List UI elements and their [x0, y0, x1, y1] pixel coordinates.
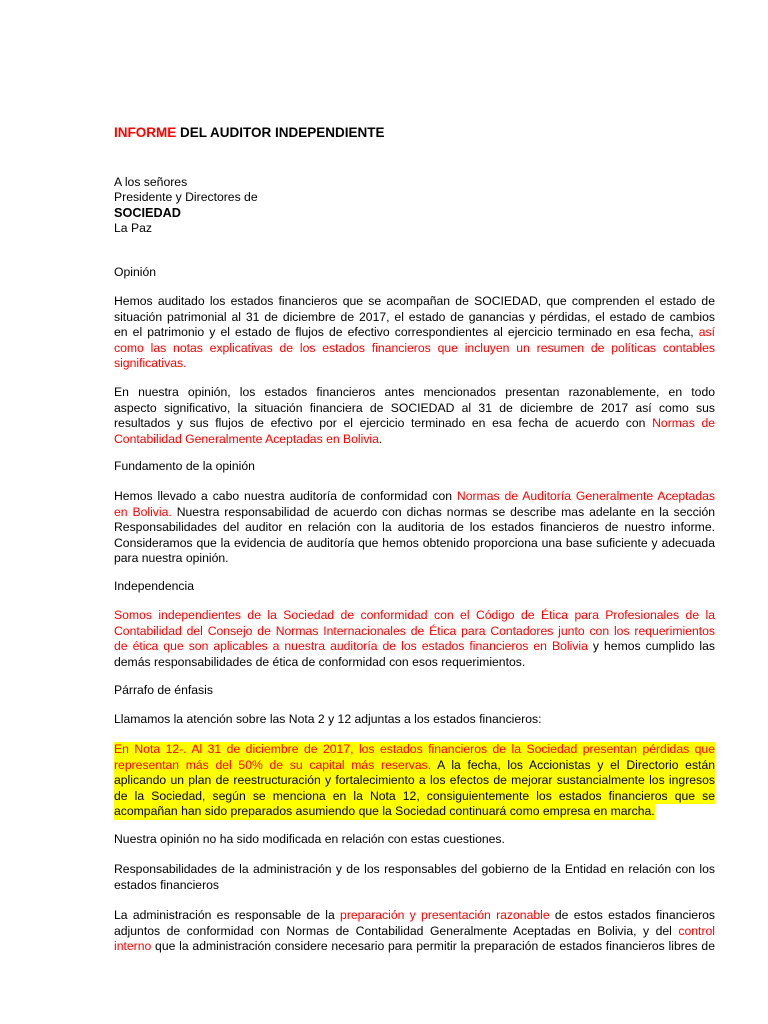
paragraph-line [114, 655, 715, 671]
marked-text-segment: así [698, 325, 715, 339]
marked-text-segment: preparación y presentación razonable [340, 908, 550, 922]
text-segment: En nuestra opinión, los estados financieros antes mencionados presentan razonablemente, en todo [114, 385, 715, 399]
opinion-paragraph-2 [114, 385, 715, 447]
text-segment: acompañan han sido preparados asumiendo que la Sociedad continuará como empresa en marcha. [114, 804, 655, 818]
text-segment: aspecto significativo, la situación financiera de SOCIEDAD al 31 de diciembre de 2017 así como sus [114, 400, 715, 415]
paragraph-line [114, 294, 715, 310]
paragraph-line [114, 341, 715, 357]
addressee-company: SOCIEDAD [114, 205, 181, 220]
section-heading-independence: Independencia [114, 579, 194, 593]
highlighted-line [114, 758, 715, 774]
highlighted-line [114, 773, 715, 789]
text-segment: demás responsabilidades de ética de conformidad con esos requerimientos. [114, 654, 526, 669]
independence-paragraph [114, 608, 715, 670]
marked-text-segment: Contabilidad del Consejo de Normas Internacionales de Ética para Contadores junto con los requerimientos [114, 623, 715, 638]
paragraph-line [114, 924, 715, 940]
text-segment: Responsabilidades del auditor en relación con la auditoria de los estados financieros de nuestro informe. [114, 520, 715, 534]
management-responsibilities-paragraph [114, 908, 715, 955]
paragraph-line [114, 325, 715, 341]
text-segment: aplicando un plan de reestructuración y fortalecimiento a los efectos de mejorar sustancialmente los ingresos [114, 773, 715, 787]
report-title [114, 125, 715, 141]
paragraph-line [114, 356, 715, 372]
highlighted-line [114, 742, 715, 758]
marked-text-segment: Somos independientes de la Sociedad de conformidad con el Código de Ética para Profesionales de la [114, 608, 715, 622]
emphasis-intro: Llamamos la atención sobre las Nota 2 y 12 adjuntas a los estados financieros: [114, 712, 542, 726]
paragraph-line [114, 432, 715, 448]
marked-text-segment: En Nota 12-. Al 31 de diciembre de 2017, los estados financieros de la Sociedad presentan pérdidas que [114, 742, 715, 756]
text-segment: en el patrimonio y el estado de flujos de efectivo correspondientes al ejercicio terminado en esa fecha, [114, 325, 699, 339]
opinion-paragraph-1 [114, 294, 715, 372]
section-heading-emphasis: Párrafo de énfasis [114, 683, 213, 697]
marked-text-segment: Normas de Auditoría Generalmente Aceptadas [456, 489, 715, 503]
paragraph-line [114, 639, 715, 655]
highlighted-emphasis-paragraph [114, 742, 715, 820]
marked-text-segment: Normas de [652, 416, 716, 430]
marked-text-segment: de ética que son aplicables a nuestra auditoría de los estados financieros en Bolivia [114, 639, 588, 653]
emphasis-closing: Nuestra opinión no ha sido modificada en relación con estas cuestiones. [114, 832, 505, 846]
section-heading-management-responsibilities [114, 862, 715, 893]
text-segment: y hemos cumplido las [587, 639, 715, 653]
paragraph-line [114, 505, 715, 521]
text-segment: A la fecha, los Accionistas y el Directorio están [431, 757, 716, 772]
heading-line: Responsabilidades de la administración y de los responsables del gobierno de la Entidad en relación con los [114, 862, 715, 876]
marked-text-segment: control [678, 923, 715, 938]
marked-text-segment: en Bolivia. [114, 504, 172, 519]
section-heading-opinion: Opinión [114, 265, 157, 279]
paragraph-line [114, 536, 715, 552]
highlighted-line [114, 789, 715, 805]
text-segment: de la Sociedad, según se menciona en la Nota 12, consiguientemente los estados financieros que se [114, 788, 715, 803]
text-segment: resultados y sus flujos de efectivo por el ejercicio terminado en esa fecha de acuerdo con [114, 416, 653, 430]
text-segment: que la administración considere necesario para permitir la preparación de estados financieros libres de [151, 939, 715, 953]
paragraph-line [114, 608, 715, 624]
text-segment: Nuestra responsabilidad de acuerdo con dichas normas se describe mas adelante en la sección [171, 504, 715, 519]
paragraph-line [114, 385, 715, 401]
paragraph-line [114, 310, 715, 326]
paragraph-line [114, 551, 715, 567]
marked-text-segment: interno [114, 939, 152, 953]
text-segment: Hemos auditado los estados financieros que se acompañan de SOCIEDAD, que comprenden el estado de [114, 294, 715, 308]
section-heading-basis: Fundamento de la opinión [114, 459, 255, 473]
paragraph-line [114, 939, 715, 955]
addressee-line: A los señores [114, 175, 188, 189]
marked-text-segment: significativas. [114, 356, 187, 370]
marked-text-segment: como las notas explicativas de los estados financieros que incluyen un resumen de políticas contables [114, 340, 715, 355]
highlighted-line [114, 804, 655, 820]
text-segment: para nuestra opinión. [114, 551, 229, 565]
marked-text-segment: Contabilidad Generalmente Aceptadas en Bolivia [114, 431, 379, 446]
paragraph-line [114, 908, 715, 924]
paragraph-line [114, 624, 715, 640]
text-segment: situación patrimonial al 31 de diciembre de 2017, el estado de ganancias y pérdidas, el estado de cambios [114, 309, 715, 324]
text-segment: . [378, 431, 383, 446]
paragraph-line [114, 416, 715, 432]
text-segment: Consideramos que la evidencia de auditoría que hemos obtenido proporciona una base suficiente y adecuada [114, 535, 715, 550]
text-segment: La administración es responsable de la [114, 908, 341, 922]
paragraph-line [114, 401, 715, 417]
paragraph-line [114, 489, 715, 505]
heading-line: estados financieros [114, 877, 220, 892]
paragraph-line [114, 520, 715, 536]
text-segment: de estos estados financieros [549, 908, 715, 922]
title-marked-word: INFORME [114, 125, 177, 140]
addressee-city: La Paz [114, 221, 152, 236]
addressee-block [114, 175, 715, 237]
text-segment: adjuntos de conformidad con Normas de Contabilidad Generalmente Aceptadas en Bolivia, y del [114, 923, 679, 938]
basis-paragraph [114, 489, 715, 567]
marked-text-segment: representan más del 50% de su capital más reservas. [114, 757, 432, 772]
title-rest: DEL AUDITOR INDEPENDIENTE [176, 125, 385, 140]
text-segment: Hemos llevado a cabo nuestra auditoría de conformidad con [114, 489, 457, 503]
addressee-line: Presidente y Directores de [114, 190, 258, 205]
